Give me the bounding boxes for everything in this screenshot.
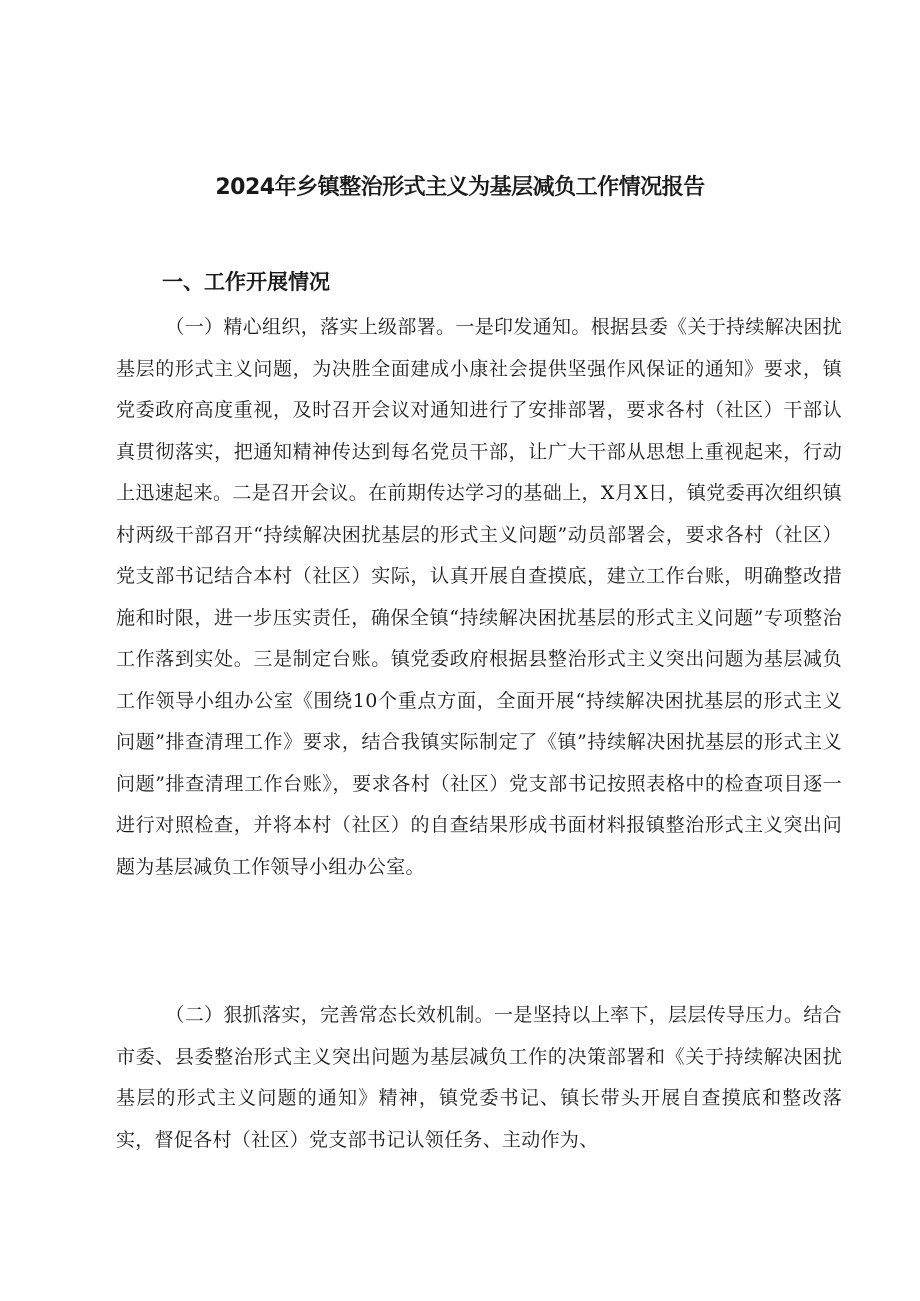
body-paragraph: （二）狠抓落实，完善常态长效机制。一是坚持以上率下，层层传导压力。结合市委、县委整治形式主义突出问题为基层减负工作的决策部署和《关于持续解决困扰基层的形式主义问题的通知》精神，镇党委书记、镇长带头开展自查摸底和整改落实，督促各村（社区）党支部书记认领任务、主动作为、 [116,1004,842,1151]
section-heading: 一、工作开展情况 [162,270,330,294]
body-paragraph: （一）精心组织，落实上级部署。一是印发通知。根据县委《关于持续解决困扰基层的形式主义问题，为决胜全面建成小康社会提供坚强作风保证的通知》要求，镇党委政府高度重视，及时召开会议对通知进行了安排部署，要求各村（社区）干部认真贯彻落实，把通知精神传达到每名党员干部，让广大干部从思想上重视起来，行动上迅速起来。二是召开会议。在前期传达学习的基础上，X月X日，镇党委再次组织镇村两级干部召开“持续解决困扰基层的形式主义问题”动员部署会，要求各村（社区）党支部书记结合本村（社区）实际，认真开展自查摸底，建立工作台账，明确整改措施和时限，进一步压实责任，确保全镇“持续解决困扰基层的形式主义问题”专项整治工作落到实处。三是制定台账。镇党委政府根据县整治形式主义突出问题为基层减负工作领导小组办公室《围绕10个重点方面，全面开展“持续解决困扰基层的形式主义问题”排查清理工作》要求，结合我镇实际制定了《镇”持续解决困扰基层的形式主义问题”排查清理工作台账》，要求各村（社区）党支部书记按照表格中的检查项目逐一进行对照检查，并将本村（社区）的自查结果形成书面材料报镇整治形式主义突出问题为基层减负工作领导小组办公室。 [116,316,842,878]
document-title: 2024年乡镇整治形式主义为基层减负工作情况报告 [215,175,705,200]
